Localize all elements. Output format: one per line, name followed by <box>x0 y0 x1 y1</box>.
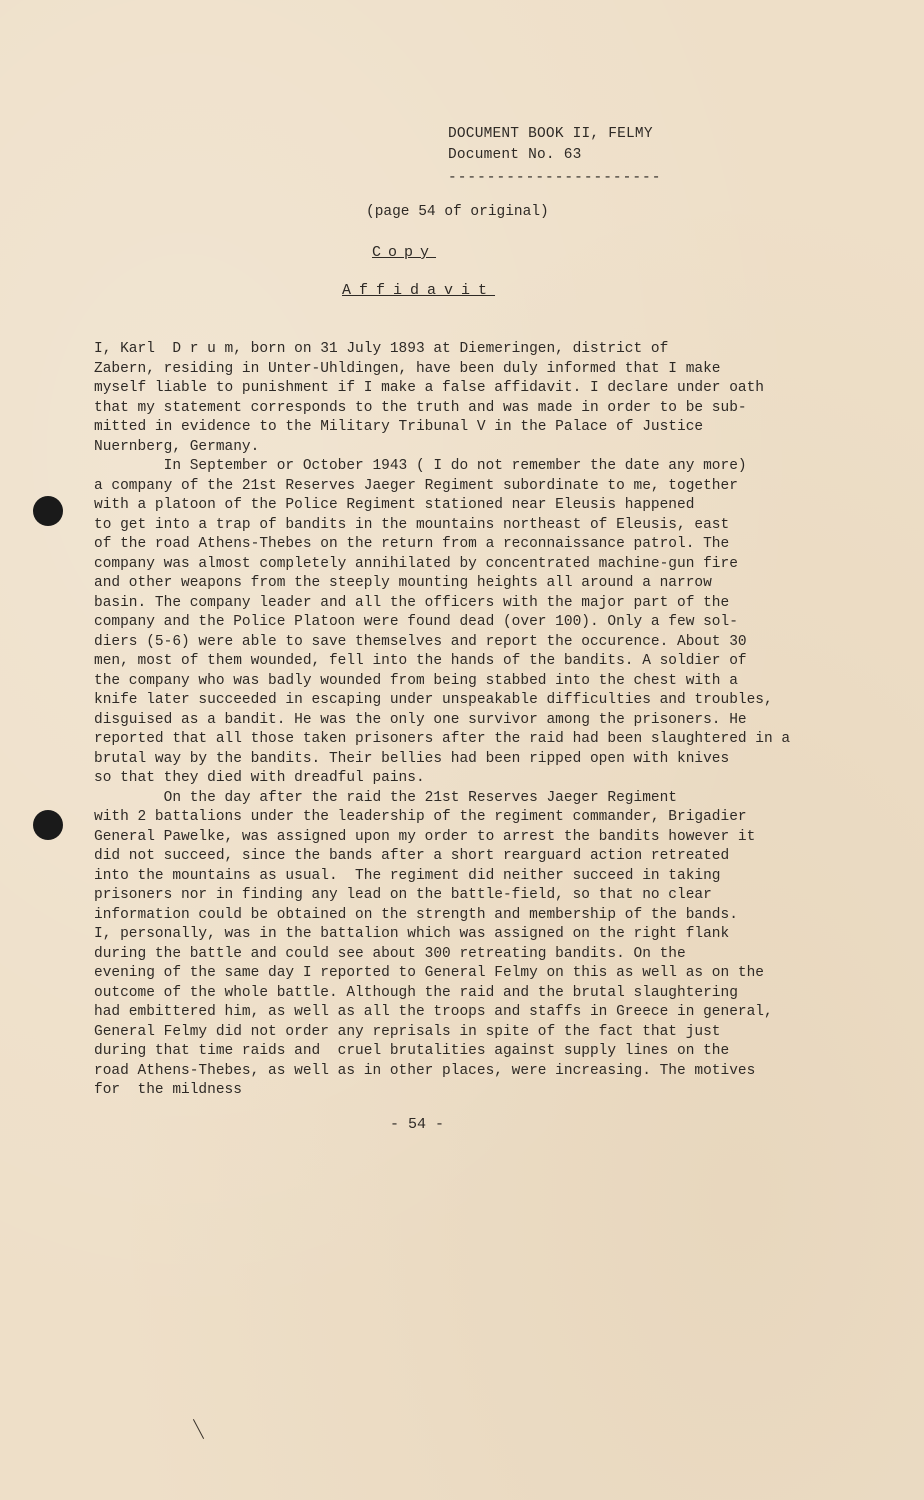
body-line: did not succeed, since the bands after a short rearguard action retreated <box>94 848 730 864</box>
body-line: I, Karl D r u m, born on 31 July 1893 at Diemeringen, district of <box>94 341 669 357</box>
punch-hole-lower <box>33 810 63 840</box>
body-line: knife later succeeded in escaping under unspeakable difficulties and troubles, <box>94 692 773 708</box>
body-line: and other weapons from the steeply mounting heights all around a narrow <box>94 575 712 591</box>
body-line: mitted in evidence to the Military Tribunal V in the Palace of Justice <box>94 419 704 435</box>
punch-hole-upper <box>33 496 63 526</box>
body-line: during the battle and could see about 300 retreating bandits. On the <box>94 945 686 962</box>
document-number: Document No. 63 <box>448 147 582 163</box>
body-line: a company of the 21st Reserves Jaeger Regiment subordinate to me, together <box>94 477 738 494</box>
body-line: brutal way by the bandits. Their bellies had been ripped open with knives <box>94 750 730 767</box>
document-book-title: DOCUMENT BOOK II, FELMY <box>448 126 653 142</box>
header-rule: ---------------------- <box>448 170 662 186</box>
affidavit-heading: Affidavit <box>342 282 496 299</box>
body-line: Zabern, residing in Unter-Uhldingen, have been duly informed that I make <box>94 360 721 377</box>
body-line: information could be obtained on the strength and membership of the bands. <box>94 906 738 923</box>
body-line: In September or October 1943 ( I do not remember the date any more) <box>94 458 747 474</box>
body-line: into the mountains as usual. The regiment did neither succeed in taking <box>94 867 721 884</box>
page-reference: (page 54 of original) <box>366 204 549 220</box>
body-line: myself liable to punishment if I make a false affidavit. I declare under oath <box>94 380 765 396</box>
body-line: On the day after the raid the 21st Reserves Jaeger Regiment <box>94 789 677 806</box>
body-line: of the road Athens-Thebes on the return from a reconnaissance patrol. The <box>94 536 730 552</box>
document-header <box>448 124 661 189</box>
body-line: reported that all those taken prisoners after the raid had been slaughtered in a <box>94 731 791 747</box>
body-line: outcome of the whole battle. Although the raid and the brutal slaughtering <box>94 984 738 1001</box>
body-line: company and the Police Platoon were found dead (over 100). Only a few sol- <box>94 614 738 630</box>
copy-heading: Copy <box>372 244 437 261</box>
body-line: General Felmy did not order any reprisals in spite of the fact that just <box>94 1023 721 1040</box>
body-line: men, most of them wounded, fell into the hands of the bandits. A soldier of <box>94 653 747 669</box>
body-line: company was almost completely annihilated by concentrated machine-gun fire <box>94 555 738 572</box>
body-line: Nuernberg, Germany. <box>94 438 260 455</box>
body-line: evening of the same day I reported to General Felmy on this as well as on the <box>94 965 765 981</box>
body-line: that my statement corresponds to the truth and was made in order to be sub- <box>94 399 747 416</box>
body-line: for the mildness <box>94 1082 242 1098</box>
body-line: prisoners nor in finding any lead on the battle-field, so that no clear <box>94 887 712 903</box>
body-line: road Athens-Thebes, as well as in other places, were increasing. The motives <box>94 1062 756 1079</box>
affidavit-body <box>94 340 874 1101</box>
body-line: had embittered him, as well as all the troops and staffs in Greece in general, <box>94 1004 773 1020</box>
body-line: diers (5-6) were able to save themselves and report the occurence. About 30 <box>94 633 747 650</box>
body-line: so that they died with dreadful pains. <box>94 770 425 786</box>
body-line: General Pawelke, was assigned upon my order to arrest the bandits however it <box>94 828 756 845</box>
body-line: with a platoon of the Police Regiment stationed near Eleusis happened <box>94 497 695 513</box>
body-line: I, personally, was in the battalion which was assigned on the right flank <box>94 926 730 942</box>
body-line: with 2 battalions under the leadership of the regiment commander, Brigadier <box>94 809 747 825</box>
body-line: the company who was badly wounded from being stabbed into the chest with a <box>94 672 738 689</box>
body-line: during that time raids and cruel brutalities against supply lines on the <box>94 1043 730 1059</box>
body-line: basin. The company leader and all the officers with the major part of the <box>94 594 730 611</box>
body-line: disguised as a bandit. He was the only one survivor among the prisoners. He <box>94 711 747 728</box>
page-number: - 54 - <box>390 1116 445 1133</box>
pencil-mark <box>193 1419 204 1439</box>
body-line: to get into a trap of bandits in the mountains northeast of Eleusis, east <box>94 516 730 533</box>
